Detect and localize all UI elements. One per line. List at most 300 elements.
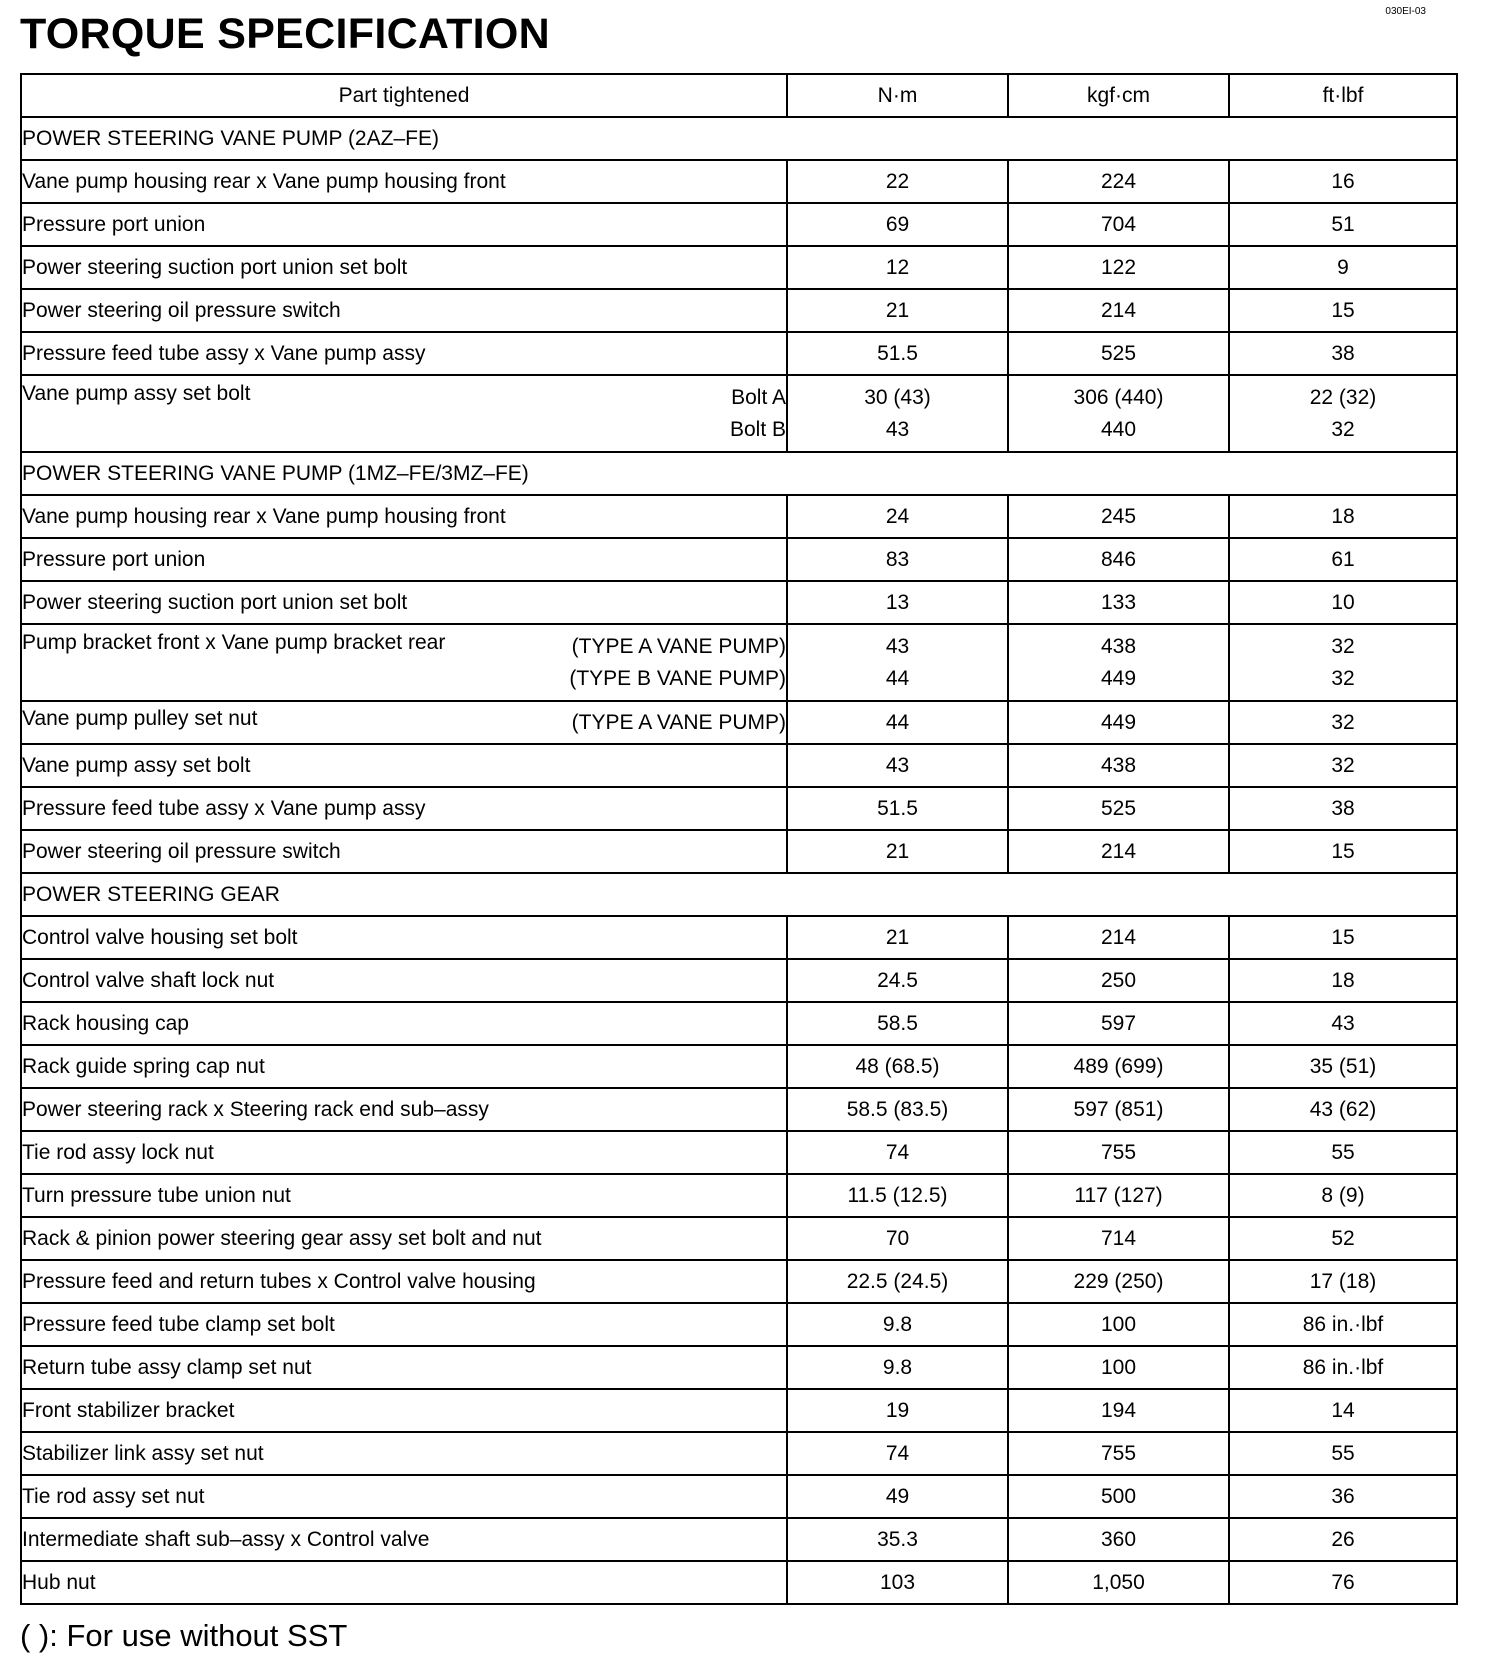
section-title: POWER STEERING GEAR [21,873,1457,916]
ft-lbf-value-cell [1229,538,1457,581]
part-name: Power steering rack x Steering rack end sub–assy [22,1097,489,1121]
ft-lbf-value: 86 in.·lbf [1302,1312,1384,1336]
nm-value-cell [787,959,1008,1002]
table-row [21,495,1457,538]
table-row [21,1475,1457,1518]
kgf-cm-value: 440 [1100,417,1137,441]
header-ft-lbf: ft·lbf [1229,74,1457,117]
ft-lbf-value: 86 in.·lbf [1302,1355,1384,1379]
nm-value-cell [787,1518,1008,1561]
table-row [21,203,1457,246]
kgf-cm-value: 100 [1100,1312,1137,1336]
nm-value: 43 [885,753,910,777]
ft-lbf-value: 52 [1331,1226,1355,1250]
ft-lbf-value: 55 [1331,1140,1355,1164]
kgf-cm-value-cell [1008,701,1229,744]
kgf-cm-value: 597 (851) [1073,1097,1164,1121]
section-title: POWER STEERING VANE PUMP (2AZ–FE) [21,117,1457,160]
kgf-cm-value-cell [1008,1260,1229,1303]
nm-value: 13 [885,590,910,614]
part-cell-content [22,505,786,529]
page-title: TORQUE SPECIFICATION [20,10,550,58]
part-name: Return tube assy clamp set nut [22,1355,312,1379]
part-cell [21,1346,787,1389]
footnote: ( ): For use without SST [20,1618,348,1653]
part-cell [21,203,787,246]
kgf-cm-value: 489 (699) [1073,1054,1164,1078]
part-cell-content [22,1098,786,1122]
kgf-cm-value-cell [1008,624,1229,701]
table-row [21,1217,1457,1260]
part-cell-content [22,1356,786,1380]
table-row [21,160,1457,203]
part-name: Stabilizer link assy set nut [22,1441,264,1465]
kgf-cm-value: 100 [1100,1355,1137,1379]
nm-value: 51.5 [877,796,918,820]
table-row [21,538,1457,581]
kgf-cm-value: 117 (127) [1074,1183,1163,1207]
part-name: Turn pressure tube union nut [22,1183,291,1207]
ft-lbf-value-cell [1229,1045,1457,1088]
table-header-row [21,74,1457,117]
table-row [21,246,1457,289]
document-code: 030EI-03 [1385,6,1426,17]
nm-value-cell [787,916,1008,959]
nm-value: 49 [885,1484,910,1508]
part-name: Rack housing cap [22,1011,189,1035]
part-cell-content [22,170,786,194]
nm-value-cell [787,375,1008,452]
nm-value-cell [787,289,1008,332]
ft-lbf-value-cell [1229,701,1457,744]
section-row [21,452,1457,495]
part-cell [21,1303,787,1346]
nm-value: 43 [885,417,910,441]
part-cell [21,289,787,332]
part-variant: Bolt B [729,417,786,441]
part-cell [21,959,787,1002]
part-name: Pressure port union [22,212,206,236]
ft-lbf-value: 38 [1331,341,1355,365]
nm-value: 35.3 [877,1527,918,1551]
kgf-cm-value-cell [1008,1346,1229,1389]
table-row [21,581,1457,624]
part-variant: (TYPE A VANE PUMP) [571,710,786,734]
kgf-cm-value: 245 [1100,504,1137,528]
part-cell-content [22,1012,786,1036]
kgf-cm-value-cell [1008,1131,1229,1174]
nm-value-cell [787,701,1008,744]
kgf-cm-value: 449 [1100,666,1137,690]
part-cell-content [22,213,786,237]
ft-lbf-value: 61 [1331,547,1355,571]
ft-lbf-value: 76 [1331,1570,1355,1594]
table-row [21,1432,1457,1475]
part-name: Power steering suction port union set bolt [22,590,408,614]
nm-value-cell [787,1002,1008,1045]
ft-lbf-value-cell [1229,624,1457,701]
ft-lbf-value: 51 [1331,212,1355,236]
ft-lbf-value-cell [1229,830,1457,873]
part-cell [21,495,787,538]
kgf-cm-value: 214 [1100,925,1137,949]
part-cell-content [22,1270,786,1294]
part-cell-content [22,548,786,572]
kgf-cm-value-cell [1008,160,1229,203]
part-variant: (TYPE A VANE PUMP) [571,634,786,658]
table-row [21,916,1457,959]
part-name: Pressure port union [22,547,206,571]
part-cell [21,1260,787,1303]
nm-value: 19 [885,1398,910,1422]
ft-lbf-value: 14 [1331,1398,1355,1422]
ft-lbf-value: 26 [1331,1527,1355,1551]
kgf-cm-value: 122 [1100,255,1137,279]
nm-value: 44 [885,710,910,734]
nm-value: 83 [885,547,910,571]
kgf-cm-value-cell [1008,1045,1229,1088]
part-cell [21,1389,787,1432]
ft-lbf-value: 43 (62) [1309,1097,1377,1121]
kgf-cm-value: 214 [1100,839,1137,863]
ft-lbf-value: 22 (32) [1309,385,1377,409]
part-cell [21,1561,787,1604]
part-cell [21,701,787,744]
part-cell [21,744,787,787]
part-cell-content [22,256,786,280]
table-row [21,701,1457,744]
kgf-cm-value: 438 [1100,753,1137,777]
kgf-cm-value-cell [1008,744,1229,787]
kgf-cm-value: 194 [1100,1398,1137,1422]
part-cell [21,246,787,289]
part-cell [21,1475,787,1518]
kgf-cm-value: 500 [1100,1484,1137,1508]
part-name: Vane pump assy set bolt [22,381,251,405]
ft-lbf-value-cell [1229,1217,1457,1260]
part-cell-content [22,1313,786,1337]
table-body [21,117,1457,1604]
nm-value-cell [787,203,1008,246]
kgf-cm-value-cell [1008,375,1229,452]
part-cell [21,787,787,830]
part-variants [730,382,786,446]
nm-value-cell [787,538,1008,581]
ft-lbf-value-cell [1229,1346,1457,1389]
ft-lbf-value-cell [1229,289,1457,332]
ft-lbf-value: 35 (51) [1309,1054,1377,1078]
kgf-cm-value-cell [1008,1518,1229,1561]
ft-lbf-value: 9 [1337,255,1349,279]
part-name: Vane pump housing rear x Vane pump housing front [22,169,506,193]
ft-lbf-value-cell [1229,787,1457,830]
nm-value: 11.5 (12.5) [847,1183,948,1207]
ft-lbf-value-cell [1229,375,1457,452]
part-name: Tie rod assy set nut [22,1484,205,1508]
kgf-cm-value-cell [1008,495,1229,538]
torque-table [20,73,1458,1605]
kgf-cm-value: 360 [1100,1527,1137,1551]
ft-lbf-value-cell [1229,160,1457,203]
part-cell-content [22,1055,786,1079]
nm-value: 21 [885,839,910,863]
part-cell [21,916,787,959]
nm-value: 24 [885,504,910,528]
nm-value: 24.5 [877,968,918,992]
ft-lbf-value-cell [1229,1260,1457,1303]
ft-lbf-value: 18 [1331,504,1355,528]
nm-value-cell [787,1303,1008,1346]
section-row [21,117,1457,160]
part-cell-content [22,969,786,993]
section-title: POWER STEERING VANE PUMP (1MZ–FE/3MZ–FE) [21,452,1457,495]
kgf-cm-value-cell [1008,1389,1229,1432]
table-row [21,1002,1457,1045]
kgf-cm-value-cell [1008,538,1229,581]
nm-value-cell [787,495,1008,538]
kgf-cm-value: 755 [1100,1441,1137,1465]
kgf-cm-value-cell [1008,1561,1229,1604]
part-cell [21,332,787,375]
ft-lbf-value-cell [1229,332,1457,375]
kgf-cm-value-cell [1008,1217,1229,1260]
part-cell-content [22,1227,786,1251]
part-name: Pressure feed tube assy x Vane pump assy [22,341,426,365]
part-name: Intermediate shaft sub–assy x Control valve [22,1527,430,1551]
part-cell-content [22,631,786,695]
kgf-cm-value: 755 [1100,1140,1137,1164]
part-cell-content [22,926,786,950]
nm-value: 43 [885,634,910,658]
part-cell-content [22,1141,786,1165]
ft-lbf-value: 18 [1331,968,1355,992]
nm-value: 103 [879,1570,916,1594]
part-name: Rack guide spring cap nut [22,1054,265,1078]
table-row [21,1131,1457,1174]
part-cell-content [22,707,786,739]
kgf-cm-value: 525 [1100,341,1137,365]
ft-lbf-value-cell [1229,1088,1457,1131]
table-row [21,830,1457,873]
nm-value: 48 (68.5) [855,1054,940,1078]
nm-value-cell [787,246,1008,289]
ft-lbf-value-cell [1229,1389,1457,1432]
ft-lbf-value-cell [1229,1174,1457,1217]
header-part-tightened: Part tightened [21,74,787,117]
kgf-cm-value: 449 [1100,710,1137,734]
nm-value-cell [787,787,1008,830]
ft-lbf-value-cell [1229,1518,1457,1561]
nm-value-cell [787,1260,1008,1303]
ft-lbf-value: 32 [1331,666,1355,690]
part-cell-content [22,797,786,821]
part-name: Pressure feed tube assy x Vane pump assy [22,796,426,820]
table-row [21,1260,1457,1303]
part-name: Vane pump pulley set nut [22,706,258,730]
nm-value: 22.5 (24.5) [846,1269,949,1293]
table-row [21,1174,1457,1217]
part-variants [572,707,786,739]
part-name: Power steering suction port union set bolt [22,255,408,279]
kgf-cm-value-cell [1008,1002,1229,1045]
ft-lbf-value: 43 [1331,1011,1355,1035]
nm-value: 70 [885,1226,910,1250]
part-cell [21,375,787,452]
nm-value-cell [787,1432,1008,1475]
header-nm: N·m [787,74,1008,117]
part-cell [21,1002,787,1045]
kgf-cm-value: 597 [1100,1011,1137,1035]
table-row [21,1045,1457,1088]
table-row [21,1518,1457,1561]
table-row [21,332,1457,375]
nm-value: 9.8 [882,1312,913,1336]
ft-lbf-value: 36 [1331,1484,1355,1508]
part-name: Pressure feed tube clamp set bolt [22,1312,335,1336]
ft-lbf-value-cell [1229,1303,1457,1346]
table-row [21,1088,1457,1131]
part-cell [21,1088,787,1131]
ft-lbf-value-cell [1229,246,1457,289]
nm-value-cell [787,1389,1008,1432]
ft-lbf-value: 15 [1331,925,1355,949]
ft-lbf-value: 32 [1331,710,1355,734]
ft-lbf-value: 32 [1331,417,1355,441]
kgf-cm-value-cell [1008,830,1229,873]
part-name: Control valve housing set bolt [22,925,298,949]
ft-lbf-value-cell [1229,203,1457,246]
part-name: Power steering oil pressure switch [22,839,341,863]
kgf-cm-value: 229 (250) [1073,1269,1164,1293]
nm-value-cell [787,160,1008,203]
part-cell-content [22,1571,786,1595]
nm-value-cell [787,624,1008,701]
part-cell-content [22,1528,786,1552]
part-name: Tie rod assy lock nut [22,1140,214,1164]
part-cell-content [22,1485,786,1509]
ft-lbf-value-cell [1229,1561,1457,1604]
part-cell-content [22,840,786,864]
part-cell [21,1217,787,1260]
kgf-cm-value-cell [1008,1088,1229,1131]
part-variant: (TYPE B VANE PUMP) [569,666,786,690]
nm-value-cell [787,744,1008,787]
part-cell-content [22,299,786,323]
nm-value-cell [787,581,1008,624]
part-cell [21,160,787,203]
kgf-cm-value-cell [1008,1303,1229,1346]
table-row [21,744,1457,787]
ft-lbf-value: 16 [1331,169,1355,193]
nm-value: 21 [885,298,910,322]
part-name: Rack & pinion power steering gear assy set bolt and nut [22,1226,542,1250]
header-kgf-cm: kgf·cm [1008,74,1229,117]
kgf-cm-value: 525 [1100,796,1137,820]
ft-lbf-value-cell [1229,1475,1457,1518]
nm-value-cell [787,1088,1008,1131]
nm-value-cell [787,1475,1008,1518]
ft-lbf-value: 15 [1331,839,1355,863]
kgf-cm-value: 714 [1100,1226,1137,1250]
nm-value: 58.5 [877,1011,918,1035]
kgf-cm-value-cell [1008,289,1229,332]
table-row [21,289,1457,332]
ft-lbf-value-cell [1229,1432,1457,1475]
nm-value-cell [787,332,1008,375]
part-name: Pressure feed and return tubes x Control valve housing [22,1269,536,1293]
part-cell-content [22,754,786,778]
kgf-cm-value: 438 [1100,634,1137,658]
part-cell [21,624,787,701]
table-row [21,624,1457,701]
part-name: Vane pump housing rear x Vane pump housing front [22,504,506,528]
ft-lbf-value: 38 [1331,796,1355,820]
ft-lbf-value: 32 [1331,634,1355,658]
nm-value: 58.5 (83.5) [846,1097,949,1121]
nm-value-cell [787,1346,1008,1389]
part-cell-content [22,342,786,366]
part-cell [21,1174,787,1217]
table-row [21,1346,1457,1389]
nm-value: 21 [885,925,910,949]
ft-lbf-value-cell [1229,916,1457,959]
part-name: Front stabilizer bracket [22,1398,235,1422]
nm-value-cell [787,830,1008,873]
table-row [21,1561,1457,1604]
nm-value: 69 [885,212,910,236]
kgf-cm-value: 704 [1100,212,1137,236]
ft-lbf-value-cell [1229,495,1457,538]
ft-lbf-value-cell [1229,744,1457,787]
nm-value: 74 [885,1140,910,1164]
part-cell [21,830,787,873]
kgf-cm-value-cell [1008,1475,1229,1518]
kgf-cm-value: 250 [1100,968,1137,992]
part-cell [21,1432,787,1475]
nm-value-cell [787,1131,1008,1174]
part-name: Power steering oil pressure switch [22,298,341,322]
nm-value: 30 (43) [864,385,931,409]
ft-lbf-value: 32 [1331,753,1355,777]
part-variants [569,631,786,695]
part-cell-content [22,1442,786,1466]
kgf-cm-value: 133 [1100,590,1137,614]
ft-lbf-value: 8 (9) [1321,1183,1365,1207]
part-cell-content [22,1399,786,1423]
ft-lbf-value-cell [1229,1131,1457,1174]
nm-value-cell [787,1217,1008,1260]
kgf-cm-value-cell [1008,246,1229,289]
kgf-cm-value-cell [1008,787,1229,830]
part-cell [21,1045,787,1088]
kgf-cm-value: 214 [1100,298,1137,322]
nm-value: 22 [885,169,910,193]
table-row [21,375,1457,452]
kgf-cm-value: 306 (440) [1073,385,1164,409]
nm-value: 51.5 [877,341,918,365]
table-row [21,959,1457,1002]
ft-lbf-value-cell [1229,581,1457,624]
ft-lbf-value: 55 [1331,1441,1355,1465]
kgf-cm-value: 1,050 [1092,1570,1145,1594]
part-cell-content [22,382,786,446]
part-cell [21,1131,787,1174]
part-cell-content [22,1184,786,1208]
nm-value: 9.8 [882,1355,913,1379]
ft-lbf-value: 17 (18) [1309,1269,1377,1293]
kgf-cm-value-cell [1008,1174,1229,1217]
nm-value: 74 [885,1441,910,1465]
